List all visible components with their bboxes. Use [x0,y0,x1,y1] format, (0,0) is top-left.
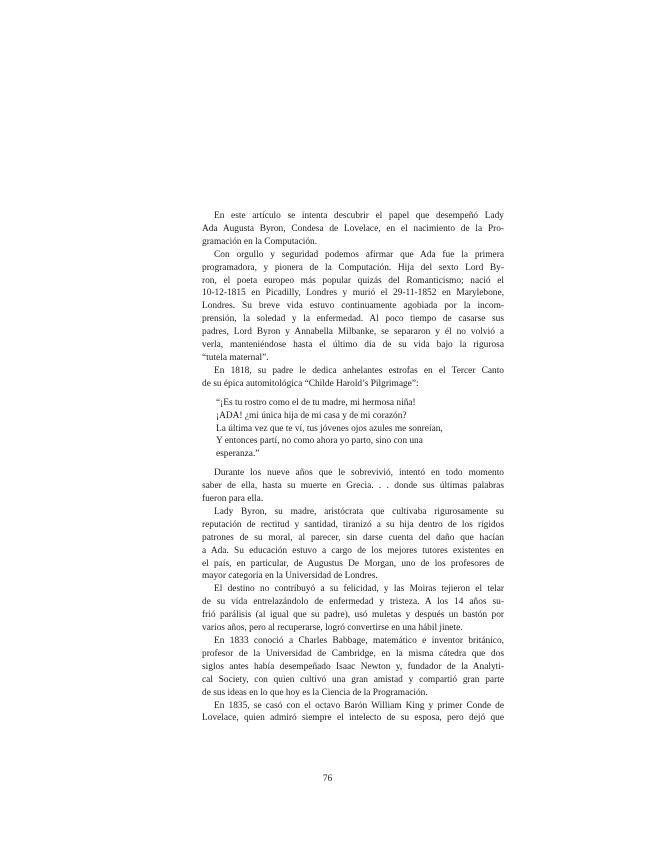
paragraph-intro [202,210,504,249]
text-line: el país, en particular, de Augustus De Morgan, uno de los profesores de [202,558,504,569]
text-line: En 1818, su padre le dedica anhelantes estrofas en el Tercer Canto [214,365,504,376]
paragraph-destiny [202,583,504,635]
text-line: gramación en la Computación. [202,236,318,247]
paragraph-nine-years [202,467,504,506]
text-line: frió parálisis (al igual que su padre), usó muletas y después un bastón por [202,610,504,621]
text-line: profesor de la Universidad de Cambridge, en la misma cátedra que dos [202,648,504,659]
quote-line: “¡Es tu rostro como el de tu madre, mi hermosa niña! [216,397,416,408]
text-line: En este artículo se intenta descubrir el papel que desempeñó Lady [214,211,504,221]
text-line: prensión, la soledad y la enfermedad. Al poco tiempo de casarse sus [202,314,504,325]
text-line: patrones de su moral, al parecer, sin darse cuenta del daño que hacían [202,532,504,543]
text-line: Ada Augusta Byron, Condesa de Lovelace, en el nacimiento de la Pro- [202,223,504,234]
text-line: En 1835, se casó con el octavo Barón William King y primer Conde de [214,700,504,711]
text-line: “tutela maternal”. [202,352,269,363]
text-line: El destino no contribuyó a su felicidad, y las Moiras tejieron el telar [214,584,504,595]
text-line: siglos antes había desempeñado Isaac Newton y, fundador de la Analyti- [202,661,504,672]
text-line: de sus ideas en lo que hoy es la Ciencia de la Programación. [202,687,428,698]
text-line: Londres. Su breve vida estuvo continuamente agobiada por la incom- [202,301,504,312]
paragraph-babbage [202,635,504,700]
text-line: reputación de rectitud y santidad, tiranizó a su hija dentro de los rígidos [202,519,504,530]
body-text [202,210,504,725]
text-line: ron, el poeta europeo más popular quizás del Romanticismo; nació el [202,275,504,286]
poem-quote [216,397,504,462]
text-line: verla, manteniéndose hasta el último día de su vida bajo la rigurosa [202,340,504,351]
paragraph-1835 [202,700,504,726]
text-line: Lady Byron, su madre, aristócrata que cultivaba rigurosamente su [214,506,504,517]
quote-line: esperanza.” [216,449,260,460]
text-line: 10-12-1815 en Picadilly, Londres y murió el 29-11-1852 en Marylebone, [202,288,504,299]
page-number: 76 [322,774,333,784]
quote-line: La última vez que te ví, tus jóvenes ojos azules me sonreían, [216,423,443,434]
text-line: Con orgullo y seguridad podemos afirmar que Ada fue la primera [214,249,504,260]
text-line: programadora, y pionera de la Computación. Hija del sexto Lord By- [202,262,504,273]
quote-line: ¡ADA! ¿mi única hija de mi casa y de mi corazón? [216,410,407,421]
quote-line: Y entonces partí, no como ahora yo parto, sino con una [216,436,423,447]
text-line: Durante los nueve años que le sobrevivió, intentó en todo momento [214,468,504,479]
text-line: cal Society, con quien cultivó una gran amistad y compartió gran parte [202,674,504,685]
text-line: Lovelace, quien admiró siempre el intelecto de su esposa, pero dejó que [202,713,504,724]
text-line: de su vida entrelazándolo de enfermedad y tristeza. A los 14 años su- [202,597,504,608]
paragraph-lady-byron [202,506,504,583]
text-line: mayor categoría en la Universidad de Londres. [202,571,378,582]
paragraph-ada-biography [202,249,504,365]
text-line: En 1833 conoció a Charles Babbage, matemático e inventor británico, [214,636,504,646]
text-line: saber de ella, hasta su muerte en Grecia. . . donde sus últimas palabras [202,481,504,492]
text-line: varios años, pero al recuperarse, logró convertirse en una hábil jinete. [202,623,463,634]
text-line: padres, Lord Byron y Annabella Milbanke, se separaron y él no volvió a [202,327,504,338]
text-line: de su épica automitológica “Childe Harold’s Pilgrimage”: [202,378,419,389]
text-line: fueron para ella. [202,494,264,505]
paragraph-1818 [202,365,504,391]
text-line: a Ada. Su educación estuvo a cargo de los mejores tutores existentes en [202,545,504,556]
